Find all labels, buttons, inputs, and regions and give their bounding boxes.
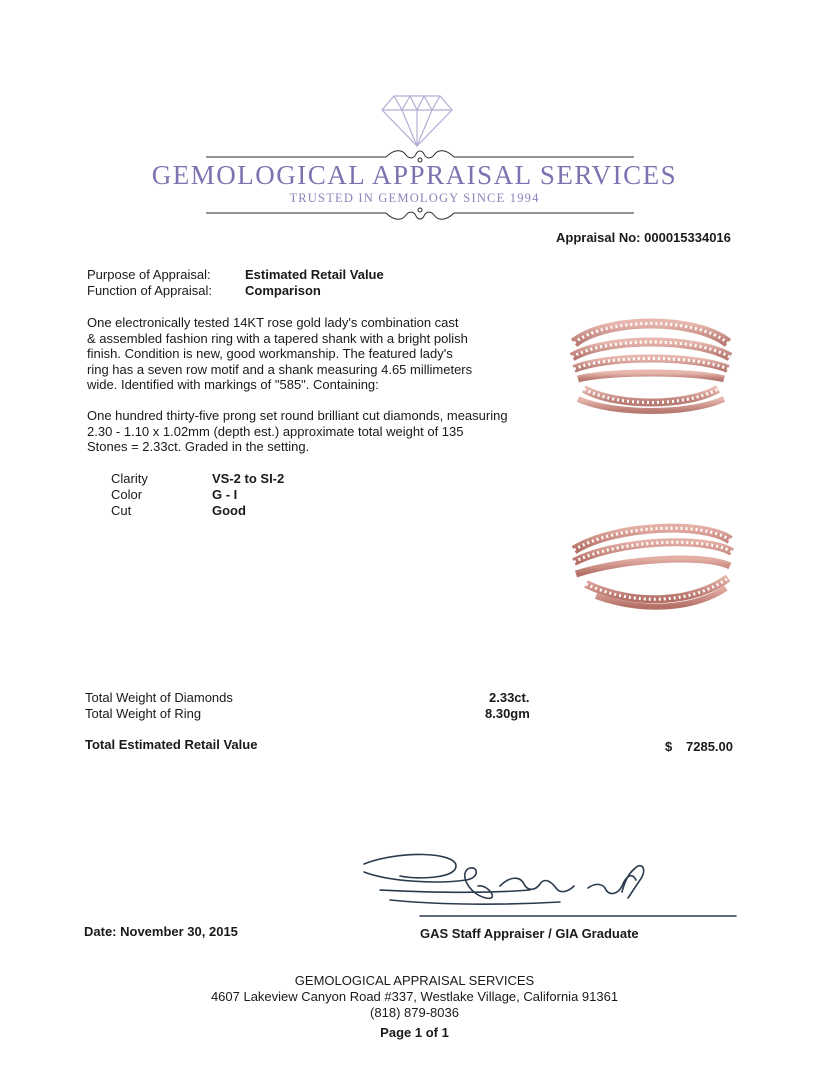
- diamond-icon: [380, 92, 454, 148]
- description-line: finish. Condition is new, good workmanship. The featured lady's: [87, 346, 453, 361]
- total-diamond-weight-label: Total Weight of Diamonds: [85, 690, 233, 705]
- company-tagline: TRUSTED IN GEMOLOGY SINCE 1994: [289, 191, 540, 205]
- item-description: [87, 315, 527, 393]
- color-value: G - I: [212, 487, 238, 502]
- description-line: & assembled fashion ring with a tapered shank with a bright polish: [87, 330, 468, 346]
- signature-mark: [360, 846, 740, 926]
- footer-address: 4607 Lakeview Canyon Road #337, Westlake Village, California 91361: [210, 989, 619, 1004]
- scroll-ornament-icon: [206, 204, 634, 224]
- purpose-value: Estimated Retail Value: [245, 267, 384, 282]
- description-line: 2.30 - 1.10 x 1.02mm (depth est.) approximate total weight of 135: [87, 423, 464, 439]
- total-diamond-weight-value: 2.33ct.: [489, 690, 530, 705]
- footer-address-block: [0, 973, 829, 1041]
- total-retail-value: 7285.00: [686, 739, 733, 754]
- footer-phone: (818) 879-8036: [370, 1005, 459, 1020]
- description-line: ring has a seven row motif and a shank measuring 4.65 millimeters: [87, 361, 473, 377]
- purpose-label: Purpose of Appraisal:: [87, 267, 211, 282]
- total-ring-weight-label: Total Weight of Ring: [85, 706, 202, 721]
- cut-value: Good: [212, 503, 246, 518]
- description-line: wide. Identified with markings of "585". Containing:: [87, 377, 379, 392]
- color-label: Color: [111, 487, 143, 502]
- clarity-label: Clarity: [111, 471, 148, 486]
- total-retail-value-label: Total Estimated Retail Value: [85, 737, 258, 752]
- currency-symbol: $: [665, 739, 673, 754]
- company-logo-name: GEMOLOGICAL APPRAISAL SERVICES: [151, 160, 678, 190]
- appraisal-number: Appraisal No: 000015334016: [556, 230, 731, 245]
- diamond-description: [87, 408, 527, 455]
- function-value: Comparison: [245, 283, 321, 298]
- function-label: Function of Appraisal:: [87, 283, 213, 298]
- appraiser-title: GAS Staff Appraiser / GIA Graduate: [420, 926, 639, 941]
- description-line: Stones = 2.33ct. Graded in the setting.: [87, 439, 310, 454]
- cut-label: Cut: [111, 503, 132, 518]
- page-number: Page 1 of 1: [380, 1025, 449, 1040]
- footer-company: GEMOLOGICAL APPRAISAL SERVICES: [294, 973, 535, 988]
- clarity-value: VS-2 to SI-2: [212, 471, 285, 486]
- appraisal-date: Date: November 30, 2015: [84, 924, 238, 939]
- description-line: One electronically tested 14KT rose gold lady's combination cast: [87, 315, 459, 330]
- total-ring-weight-value: 8.30gm: [485, 706, 530, 721]
- description-line: One hundred thirty-five prong set round brilliant cut diamonds, measuring: [87, 408, 508, 423]
- ring-photo: [566, 315, 736, 415]
- ring-photo: [566, 522, 736, 612]
